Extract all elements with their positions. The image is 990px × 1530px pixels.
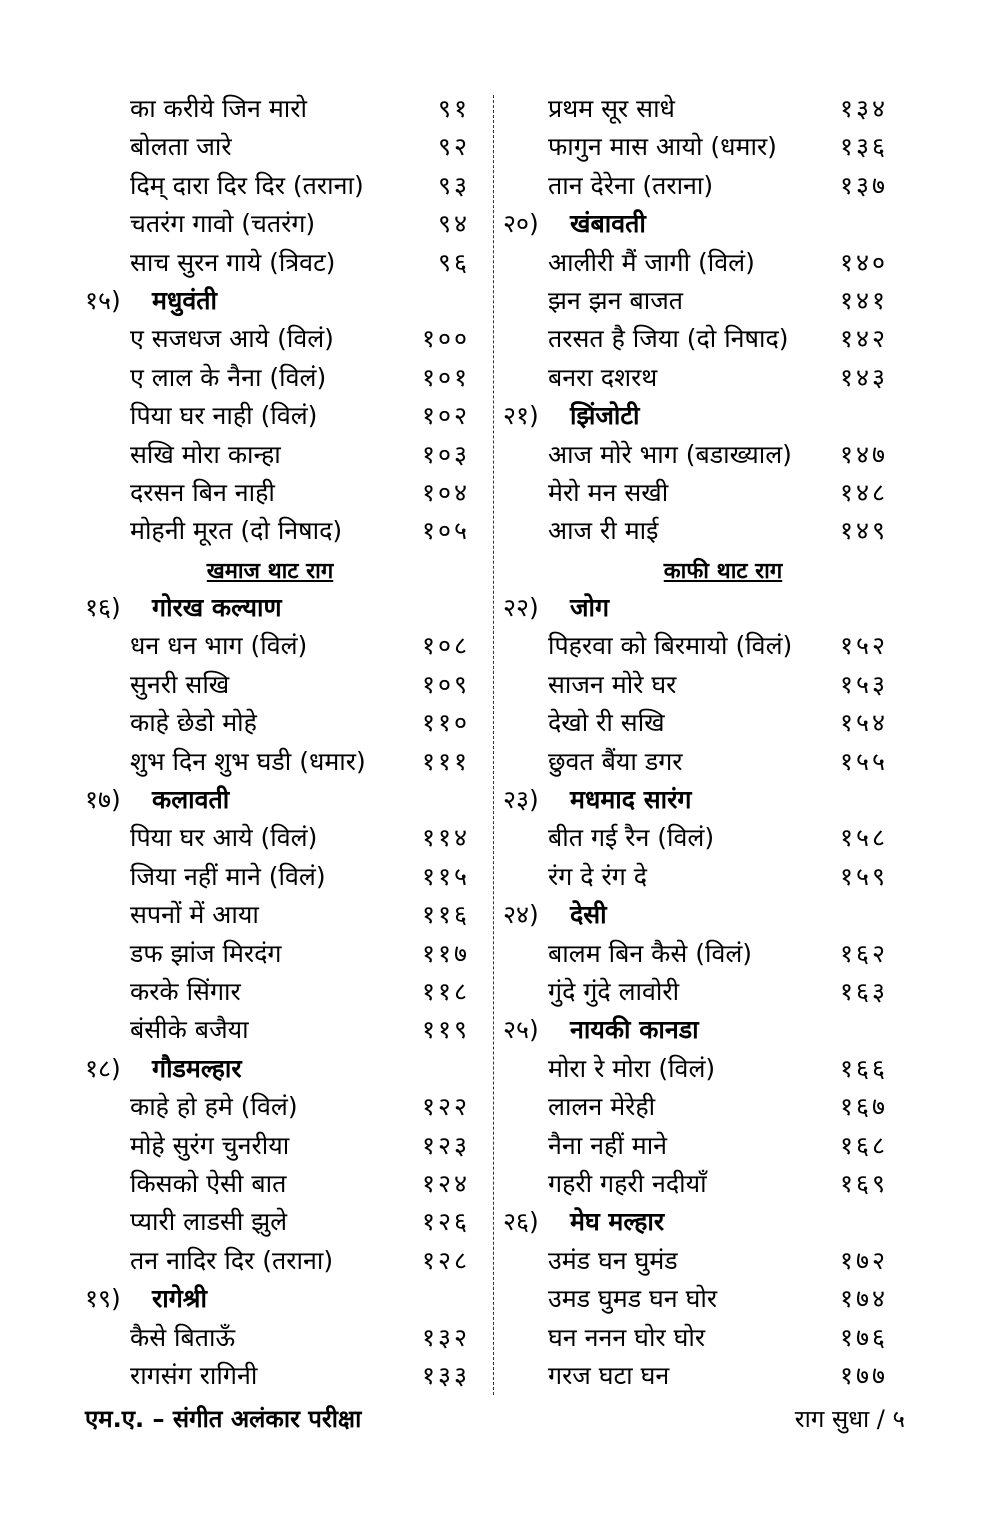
toc-entry	[80, 935, 480, 973]
entry-title: सखि मोरा कान्हा	[130, 439, 281, 469]
entry-page-number: १४७	[839, 439, 888, 469]
toc-entry	[498, 704, 898, 742]
raga-heading	[498, 896, 898, 934]
raga-number: २६)	[503, 1207, 539, 1237]
entry-title: आज री माई	[548, 516, 659, 546]
entry-title: बालम बिन कैसे (विलं)	[548, 938, 753, 968]
toc-entry	[80, 90, 480, 128]
entry-title: ए सजधज आये (विलं)	[130, 324, 334, 354]
entry-title: दिम् दारा दिर दिर (तराना)	[130, 170, 364, 200]
entry-page-number: ९१	[437, 94, 470, 123]
raga-name: मधुवंती	[152, 285, 217, 315]
toc-entry	[498, 743, 898, 781]
toc-entry	[498, 1242, 898, 1280]
toc-entry	[80, 896, 480, 934]
entry-page-number: १६९	[839, 1168, 888, 1198]
entry-page-number: ११८	[421, 976, 470, 1006]
footer-page-number: राग सुधा / ५	[794, 1405, 905, 1433]
entry-page-number: १४२	[839, 324, 888, 354]
raga-name: मेघ मल्हार	[570, 1207, 665, 1237]
entry-page-number: १६३	[839, 976, 888, 1006]
entry-title: फागुन मास आयो (धमार)	[548, 132, 777, 162]
entry-page-number: ११४	[421, 823, 470, 853]
entry-page-number: १६२	[839, 938, 888, 968]
entry-page-number: १३४	[839, 94, 888, 123]
raga-name: कलावती	[152, 785, 230, 815]
toc-entry	[498, 512, 898, 550]
entry-title: झन झन बाजत	[548, 285, 683, 315]
entry-page-number: १५९	[839, 861, 888, 891]
entry-title: का करीये जिन मारो	[130, 94, 307, 123]
toc-entry	[80, 743, 480, 781]
entry-title: काहे छेडो मोहे	[130, 708, 257, 738]
entry-title: शुभ दिन शुभ घडी (धमार)	[130, 746, 366, 776]
entry-page-number: १०९	[421, 669, 470, 699]
raga-number: १५)	[85, 285, 121, 315]
entry-title: उमंड घन घुमंड	[548, 1245, 678, 1275]
entry-page-number: १७६	[839, 1322, 888, 1352]
entry-page-number: १३६	[839, 132, 888, 162]
toc-entry	[498, 1088, 898, 1126]
entry-title: आज मोरे भाग (बडाख्याल)	[548, 439, 792, 469]
entry-title: सपनों में आया	[130, 900, 259, 930]
entry-page-number: ११६	[421, 900, 470, 930]
entry-title: उमड घुमड घन घोर	[548, 1284, 718, 1314]
entry-title: तरसत है जिया (दो निषाद)	[548, 324, 789, 354]
entry-page-number: १६८	[839, 1130, 888, 1160]
entry-title: पिहरवा को बिरमायो (विलं)	[548, 631, 793, 661]
entry-page-number: १७७	[839, 1360, 888, 1390]
entry-page-number: १५२	[839, 631, 888, 661]
entry-page-number: १६७	[839, 1092, 888, 1122]
entry-title: तन नादिर दिर (तराना)	[130, 1245, 334, 1275]
entry-page-number: १००	[421, 324, 470, 354]
entry-title: घन ननन घोर घोर	[548, 1322, 706, 1352]
entry-page-number: १२४	[421, 1168, 470, 1198]
entry-page-number: १०४	[421, 477, 470, 507]
entry-page-number: १०१	[421, 362, 470, 392]
entry-page-number: १३३	[421, 1360, 470, 1390]
entry-title: गुंदे गुंदे लावोरी	[548, 976, 680, 1006]
entry-page-number: ११५	[421, 861, 470, 891]
toc-entry	[498, 436, 898, 474]
entry-title: मोहनी मूरत (दो निषाद)	[130, 516, 343, 546]
entry-page-number: १४९	[839, 516, 888, 546]
raga-number: २१)	[503, 401, 539, 431]
entry-page-number: ९४	[437, 209, 470, 239]
entry-title: मोहे सुरंग चुनरीया	[130, 1130, 290, 1160]
toc-entry	[80, 819, 480, 857]
entry-page-number: ९६	[437, 247, 470, 277]
raga-heading	[80, 282, 480, 320]
toc-entry	[80, 1127, 480, 1165]
entry-title: नैना नहीं माने	[548, 1130, 668, 1160]
entry-page-number: १७४	[839, 1284, 888, 1314]
raga-name: जोग	[570, 593, 610, 623]
raga-heading	[80, 1050, 480, 1088]
toc-entry	[80, 973, 480, 1011]
entry-title: लालन मेरेही	[548, 1092, 656, 1122]
raga-heading	[498, 589, 898, 627]
toc-entry	[498, 935, 898, 973]
toc-entry	[498, 1357, 898, 1395]
toc-entry	[80, 397, 480, 435]
section-title: काफी थाट राग	[663, 558, 783, 584]
entry-page-number: १०८	[421, 631, 470, 661]
entry-page-number: १५५	[839, 746, 888, 776]
raga-heading	[80, 781, 480, 819]
raga-heading	[498, 205, 898, 243]
entry-page-number: १०२	[421, 401, 470, 431]
toc-entry	[80, 627, 480, 665]
entry-title: मोरा रे मोरा (विलं)	[548, 1053, 716, 1083]
entry-page-number: १२३	[421, 1130, 470, 1160]
raga-heading	[498, 397, 898, 435]
entry-page-number: ९३	[437, 170, 470, 200]
toc-entry	[80, 512, 480, 550]
entry-page-number: १४३	[839, 362, 888, 392]
toc-entry	[498, 666, 898, 704]
toc-entry	[498, 128, 898, 166]
entry-page-number: १०५	[421, 516, 470, 546]
entry-title: धन धन भाग (विलं)	[130, 631, 308, 661]
toc-entry	[80, 128, 480, 166]
toc-entry	[498, 320, 898, 358]
raga-name: नायकी कानडा	[570, 1015, 699, 1045]
entry-page-number: १११	[421, 746, 470, 776]
raga-number: २५)	[503, 1015, 539, 1045]
entry-title: करके सिंगार	[130, 976, 241, 1006]
toc-entry	[80, 1319, 480, 1357]
raga-heading	[80, 1280, 480, 1318]
entry-page-number: १४०	[839, 247, 888, 277]
raga-heading	[498, 781, 898, 819]
toc-entry	[80, 1165, 480, 1203]
entry-title: सुनरी सखि	[130, 669, 230, 699]
toc-entry	[80, 1357, 480, 1395]
entry-title: तान देरेना (तराना)	[548, 170, 714, 200]
entry-title: रागसंग रागिनी	[130, 1360, 258, 1390]
raga-number: २२)	[503, 593, 539, 623]
raga-name: मधमाद सारंग	[570, 785, 692, 815]
entry-title: काहे हो हमे (विलं)	[130, 1092, 298, 1122]
toc-entry	[80, 320, 480, 358]
toc-entry	[80, 1203, 480, 1241]
toc-entry	[80, 205, 480, 243]
toc-entry	[498, 474, 898, 512]
entry-page-number: १४१	[839, 285, 888, 315]
entry-title: देखो री सखि	[548, 708, 665, 738]
thaat-section-heading	[498, 551, 848, 589]
raga-number: १८)	[85, 1053, 121, 1083]
toc-entry	[80, 474, 480, 512]
thaat-section-heading	[80, 551, 400, 589]
raga-number: २४)	[503, 900, 539, 930]
toc-entry	[80, 858, 480, 896]
toc-right-column	[498, 90, 898, 1395]
toc-entry	[80, 1011, 480, 1049]
entry-title: बंसीके बजैया	[130, 1015, 249, 1045]
entry-title: गरज घटा घन	[548, 1360, 670, 1390]
raga-number: १९)	[85, 1284, 121, 1314]
entry-page-number: १५४	[839, 708, 888, 738]
entry-title: साच सुरन गाये (त्रिवट)	[130, 247, 336, 277]
entry-title: ए लाल के नैना (विलं)	[130, 362, 327, 392]
entry-page-number: ११०	[421, 708, 470, 738]
raga-name: झिंजोटी	[570, 401, 640, 431]
entry-title: बनरा दशरथ	[548, 362, 658, 392]
raga-name: गौडमल्हार	[152, 1053, 242, 1083]
entry-page-number: १५३	[839, 669, 888, 699]
toc-entry	[80, 704, 480, 742]
entry-title: दरसन बिन नाही	[130, 477, 275, 507]
section-title: खमाज थाट राग	[206, 558, 334, 584]
entry-title: आलीरी मैं जागी (विलं)	[548, 247, 755, 277]
toc-entry	[80, 436, 480, 474]
entry-page-number: ९२	[437, 132, 470, 162]
entry-title: पिया घर आये (विलं)	[130, 823, 318, 853]
raga-name: रागेश्री	[152, 1284, 207, 1314]
toc-entry	[80, 1242, 480, 1280]
entry-page-number: १२८	[421, 1245, 470, 1275]
entry-page-number: १७२	[839, 1245, 888, 1275]
entry-page-number: १३२	[421, 1322, 470, 1352]
entry-page-number: १३७	[839, 170, 888, 200]
toc-entry	[498, 359, 898, 397]
entry-title: बोलता जारे	[130, 132, 232, 162]
entry-title: प्रथम सूर साधे	[548, 94, 675, 123]
raga-number: २३)	[503, 785, 539, 815]
raga-name: खंबावती	[570, 209, 646, 239]
entry-page-number: १४८	[839, 477, 888, 507]
raga-heading	[498, 1011, 898, 1049]
raga-heading	[498, 1203, 898, 1241]
toc-entry	[498, 90, 898, 128]
toc-entry	[498, 1319, 898, 1357]
entry-title: रंग दे रंग दे	[548, 861, 647, 891]
entry-title: बीत गई रैन (विलं)	[548, 823, 715, 853]
entry-title: डफ झांज मिरदंग	[130, 938, 282, 968]
toc-entry	[498, 1165, 898, 1203]
entry-title: मेरो मन सखी	[548, 477, 669, 507]
toc-entry	[80, 244, 480, 282]
entry-page-number: १०३	[421, 439, 470, 469]
toc-entry	[80, 167, 480, 205]
toc-entry	[498, 1280, 898, 1318]
raga-number: १६)	[85, 593, 121, 623]
entry-title: किसको ऐसी बात	[130, 1168, 287, 1198]
entry-page-number: ११७	[421, 938, 470, 968]
toc-entry	[498, 1050, 898, 1088]
toc-entry	[498, 858, 898, 896]
toc-entry	[80, 666, 480, 704]
entry-page-number: १६६	[839, 1053, 888, 1083]
entry-title: पिया घर नाही (विलं)	[130, 401, 318, 431]
raga-heading	[80, 589, 480, 627]
toc-entry	[498, 627, 898, 665]
toc-entry	[498, 282, 898, 320]
raga-number: १७)	[85, 785, 121, 815]
entry-page-number: ११९	[421, 1015, 470, 1045]
toc-entry	[498, 167, 898, 205]
entry-title: प्यारी लाडसी झुले	[130, 1207, 288, 1237]
toc-entry	[80, 1088, 480, 1126]
footer-book-title: एम.ए. – संगीत अलंकार परीक्षा	[85, 1405, 362, 1433]
toc-entry	[498, 819, 898, 857]
toc-entry	[498, 244, 898, 282]
raga-number: २०)	[503, 209, 539, 239]
column-divider	[493, 95, 494, 1395]
entry-title: चतरंग गावो (चतरंग)	[130, 209, 316, 239]
entry-title: जिया नहीं माने (विलं)	[130, 861, 326, 891]
toc-entry	[498, 973, 898, 1011]
toc-entry	[80, 359, 480, 397]
entry-page-number: १२२	[421, 1092, 470, 1122]
entry-title: कैसे बिताऊँ	[130, 1322, 236, 1352]
raga-name: देसी	[570, 900, 607, 930]
entry-title: गहरी गहरी नदीयाँ	[548, 1168, 707, 1198]
toc-entry	[498, 1127, 898, 1165]
entry-title: छुवत बैंया डगर	[548, 746, 683, 776]
entry-page-number: १५८	[839, 823, 888, 853]
raga-name: गोरख कल्याण	[152, 593, 282, 623]
toc-left-column	[80, 90, 480, 1395]
entry-page-number: १२६	[421, 1207, 470, 1237]
entry-title: साजन मोरे घर	[548, 669, 677, 699]
